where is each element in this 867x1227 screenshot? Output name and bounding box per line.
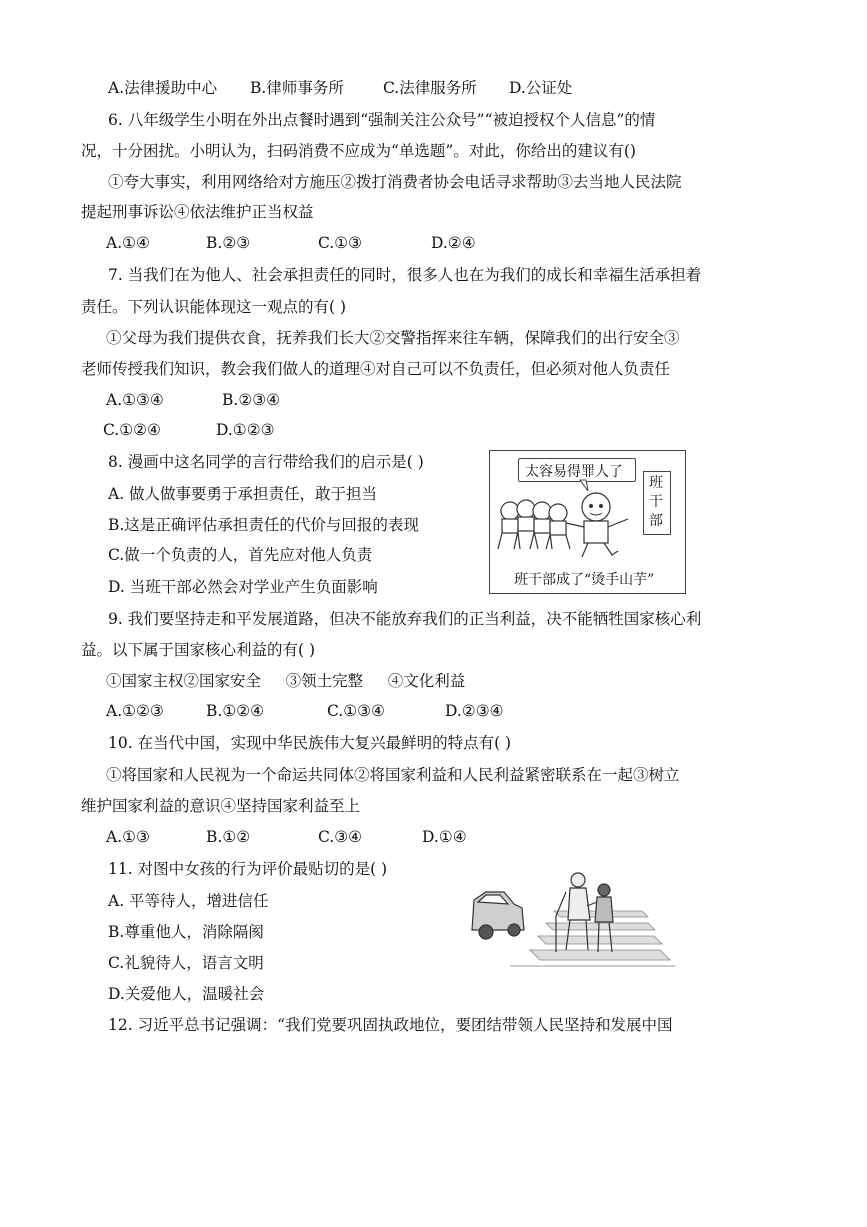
q9-statements: ①国家主权②国家安全 ③领土完整 ④文化利益 (106, 672, 466, 690)
q8-option-c: C.做一个负责的人，首先应对他人负责 (108, 546, 373, 564)
cartoon-caption: 班干部成了“烫手山芋” (514, 572, 655, 588)
cartoon-speech-text: 太容易得罪人了 (525, 464, 623, 480)
q9-option-a: A.①②③ (106, 702, 164, 720)
q8-stem: 8. 漫画中这名同学的言行带给我们的启示是( ) (108, 453, 424, 471)
q10-option-a: A.①③ (106, 828, 150, 846)
q11-option-a: A. 平等待人，增进信任 (108, 892, 269, 910)
q7-option-a: A.①③④ (106, 391, 164, 409)
q7-stem-cont: 责任。下列认识能体现这一观点的有( ) (81, 298, 347, 316)
q10-option-d: D.①④ (422, 828, 467, 846)
q6-option-a: A.①④ (106, 234, 150, 252)
q11-option-d: D.关爱他人，温暖社会 (108, 985, 265, 1003)
q11-stem: 11. 对图中女孩的行为评价最贴切的是( ) (108, 860, 388, 878)
q6-statements: ①夸大事实，利用网络给对方施压②拨打消费者协会电话寻求帮助③去当地人民法院 (108, 173, 682, 191)
car-icon (472, 892, 524, 939)
q9-option-b: B.①②④ (206, 702, 265, 720)
q7-statements: ①父母为我们提供衣食，抚养我们长大②交警指挥来往车辆，保障我们的出行安全③ (106, 329, 680, 347)
q9-option-d: D.②③④ (445, 702, 504, 720)
q6-stem-cont: 况，十分困扰。小明认为，扫码消费不应成为“单选题”。对此，你给出的建议有() (81, 142, 636, 160)
q6-option-b: B.②③ (206, 234, 251, 252)
q10-option-c: C.③④ (318, 828, 363, 846)
q8-option-b: B.这是正确评估承担责任的代价与回报的表现 (108, 516, 419, 534)
q5-option-a: A.法律援助中心 (108, 79, 218, 97)
q6-option-c: C.①③ (318, 234, 363, 252)
q12-stem: 12. 习近平总书记强调：“我们党要巩固执政地位，要团结带领人民坚持和发展中国 (108, 1016, 673, 1034)
q8-option-d: D. 当班干部必然会对学业产生负面影响 (108, 578, 378, 596)
q6-stem: 6. 八年级学生小明在外出点餐时遇到“强制关注公众号”“被迫授权个人信息”的情 (108, 111, 656, 129)
q7-stem: 7. 当我们在为他人、社会承担责任的同时，很多人也在为我们的成长和幸福生活承担着 (108, 266, 702, 284)
q6-statements-cont: 提起刑事诉讼④依法维护正当权益 (81, 203, 314, 221)
q5-option-c: C.法律服务所 (383, 79, 477, 97)
q11-illustration (470, 870, 680, 970)
q10-stem: 10. 在当代中国，实现中华民族伟大复兴最鲜明的特点有( ) (108, 734, 512, 752)
q7-option-c: C.①②④ (103, 421, 161, 439)
q10-statements: ①将国家和人民视为一个命运共同体②将国家利益和人民利益紧密联系在一起③树立 (106, 766, 680, 784)
q11-option-c: C.礼貌待人，语言文明 (108, 954, 264, 972)
q8-cartoon (489, 450, 686, 594)
q9-option-c: C.①③④ (327, 702, 385, 720)
q5-option-b: B.律师事务所 (250, 79, 344, 97)
q9-stem-cont: 益。以下属于国家核心利益的有( ) (81, 641, 316, 659)
q5-option-d: D.公证处 (509, 79, 573, 97)
q8-option-a: A. 做人做事要勇于承担责任，敢于担当 (108, 485, 378, 503)
q9-stem: 9. 我们要坚持走和平发展道路，但决不能放弃我们的正当利益，决不能牺牲国家核心利 (108, 610, 702, 628)
q7-statements-cont: 老师传授我们知识，教会我们做人的道理④对自己可以不负责任，但必须对他人负责任 (81, 360, 671, 378)
q10-statements-cont: 维护国家利益的意识④坚持国家利益至上 (81, 797, 361, 815)
q7-option-d: D.①②③ (216, 421, 275, 439)
q10-option-b: B.①② (206, 828, 251, 846)
q6-option-d: D.②④ (431, 234, 476, 252)
q11-option-b: B.尊重他人，消除隔阂 (108, 923, 264, 941)
cartoon-sign-text: 班干部 (649, 475, 663, 529)
q7-option-b: B.②③④ (222, 391, 281, 409)
